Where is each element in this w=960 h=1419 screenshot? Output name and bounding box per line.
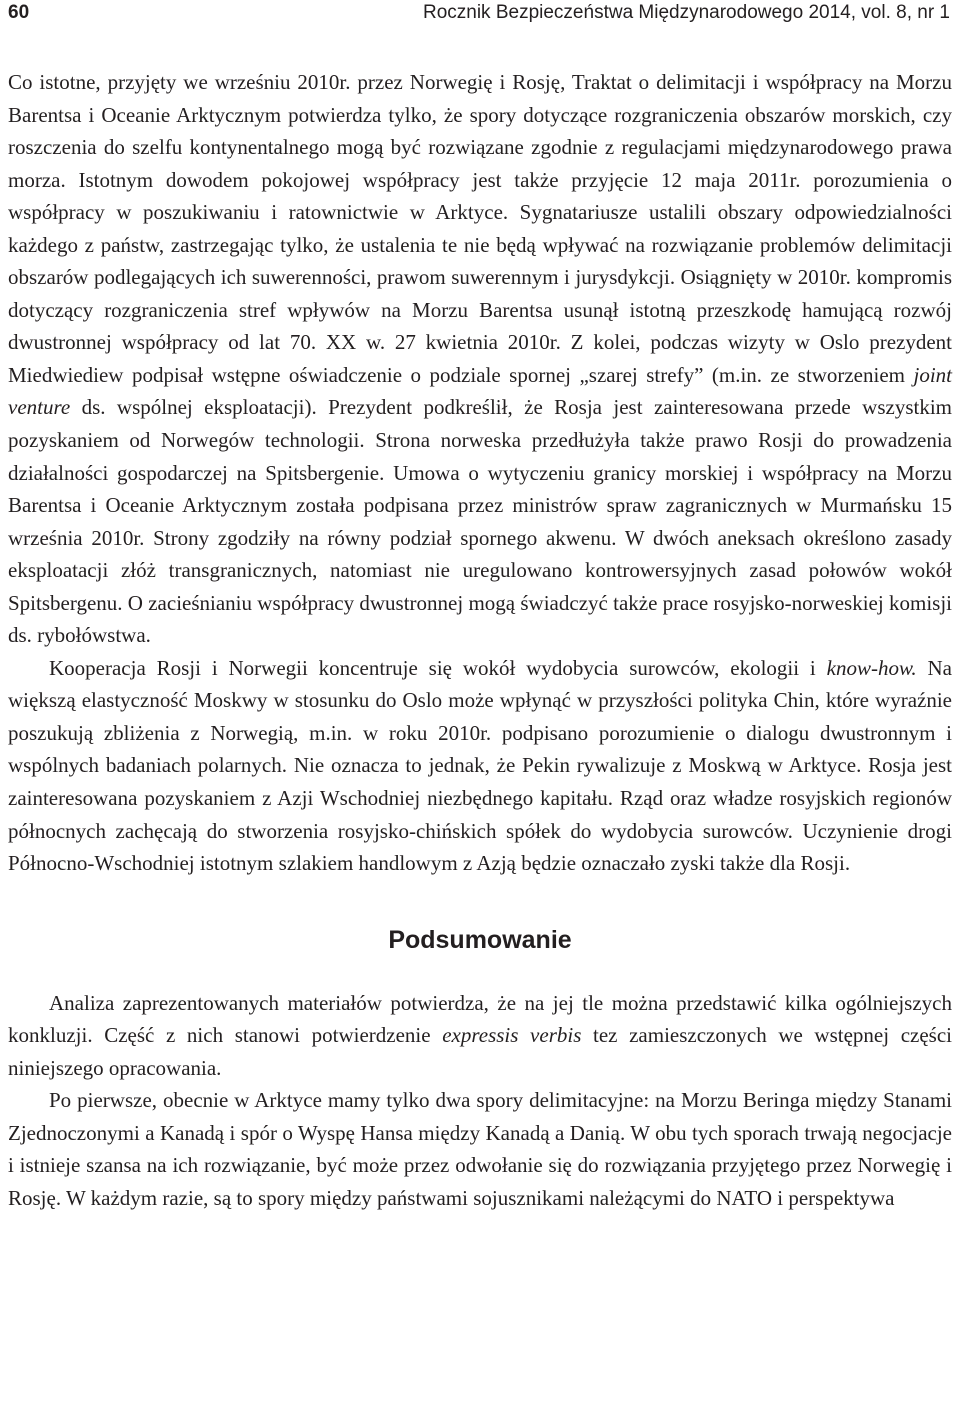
emphasis-expressis-verbis: expressis verbis: [442, 1023, 582, 1048]
emphasis-know-how: know-how.: [826, 655, 917, 680]
summary-paragraph-1: Analiza zaprezentowanych materiałów potwierdza, że na jej tle można przedstawić kilka ogólniejszych konkluzji. Część z nich stanowi potwierdzenie expressis verbis tez zamieszczonych we wstępnej części niniejszego opracowania.: [8, 990, 952, 1080]
emphasis-joint-venture: joint venture: [8, 362, 952, 420]
running-head: Rocznik Bezpieczeństwa Międzynarodowego 2014, vol. 8, nr 1: [422, 2, 950, 23]
paragraph-2: Kooperacja Rosji i Norwegii koncentruje się wokół wydobycia surowców, ekologii i know-how. Na większą elastyczność Moskwy w stosunku do Oslo może wpłynąć w przyszłości polityka Chin, które wyraźnie poszukują zbliżenia z Norwegią, m.in. w roku 2010r. podpisano porozumienie o dialogu dwustronnym i wspólnych badaniach polarnych. Nie oznacza to jednak, że Pekin rywalizuje z Moskwą w Arktyce. Rosja jest zainteresowana pozyskaniem z Azji Wschodniej niezbędnego kapitału. Rząd oraz władze rosyjskich regionów północnych zachęcają do stworzenia rosyjsko-chińskich spółek do wydobycia surowców. Uczynienie drogi Północno-Wschodniej istotnym szlakiem handlowym z Azją będzie oznaczało zyski także dla Rosji.: [8, 655, 952, 876]
paragraph-1: Co istotne, przyjęty we wrześniu 2010r. przez Norwegię i Rosję, Traktat o delimitacji i współpracy na Morzu Barentsa i Oceanie Arktycznym potwierdza tylko, że spory dotyczące rozgraniczenia obszarów morskich, czy roszczenia do szelfu kontynentalnego mogą być rozwiązane zgodnie z regulacjami międzynarodowego prawa morza. Istotnym dowodem pokojowej współpracy jest także przyjęcie 12 maja 2011r. porozumienia o współpracy w poszukiwaniu i ratownictwie w Arktyce. Sygnatariusze ustalili obszary odpowiedzialności każdego z państw, zastrzegając tylko, że ustalenia te nie będą wpływać na rozwiązanie problemów delimitacji obszarów podlegających ich suwerenności, prawom suwerennym i jurysdykcji. Osiągnięty w 2010r. kompromis dotyczący rozgraniczenia stref wpływów na Morzu Barentsa usunął istotną przeszkodę hamującą rozwój dwustronnej współpracy od lat 70. XX w. 27 kwietnia 2010r. Z kolei, podczas wizyty w Oslo prezydent Miedwiediew podpisał wstępne oświadczenie o podziale spornej „szarej strefy” (m.in. ze stworzeniem joint venture ds. wspólnej eksploatacji). Prezydent podkreślił, że Rosja jest zainteresowana przede wszystkim pozyskaniem od Norwegów technologii. Strona norweska przedłużyła także prawo Rosji do prowadzenia działalności gospodarczej na Spitsbergenie. Umowa o wytyczeniu granicy morskiej i współpracy na Morzu Barentsa i Oceanie Arktycznym została podpisana przez ministrów spraw zagranicznych w Murmańsku 15 września 2010r. Strony zgodziły na równy podział spornego akwenu. W dwóch aneksach określono zasady eksploatacji złóż transgranicznych, natomiast nie uregulowano kontrowersyjnych zasad połowów wokół Spitsbergenu. O zacieśnianiu współpracy dwustronnej mogą świadczyć także prace rosyjsko-norweskiej komisji ds. rybołówstwa.: [8, 70, 952, 648]
section-heading: Podsumowanie: [388, 925, 572, 954]
page-number: 60: [8, 2, 30, 23]
document-body: [8, 66, 952, 1215]
page-header: [8, 0, 952, 30]
summary-paragraph-2: Po pierwsze, obecnie w Arktyce mamy tylko dwa spory delimitacyjne: na Morzu Beringa między Stanami Zjednoczonymi a Kanadą i spór o Wyspę Hansa między Kanadą a Danią. W obu tych sporach trwają negocjacje i istnieje szansa na ich rozwiązanie, być może przez odwołanie się do rozwiązania przyjętego przez Norwegię i Rosję. W każdym razie, są to spory między państwami sojusznikami należącymi do NATO i perspektywa: [8, 1088, 952, 1210]
